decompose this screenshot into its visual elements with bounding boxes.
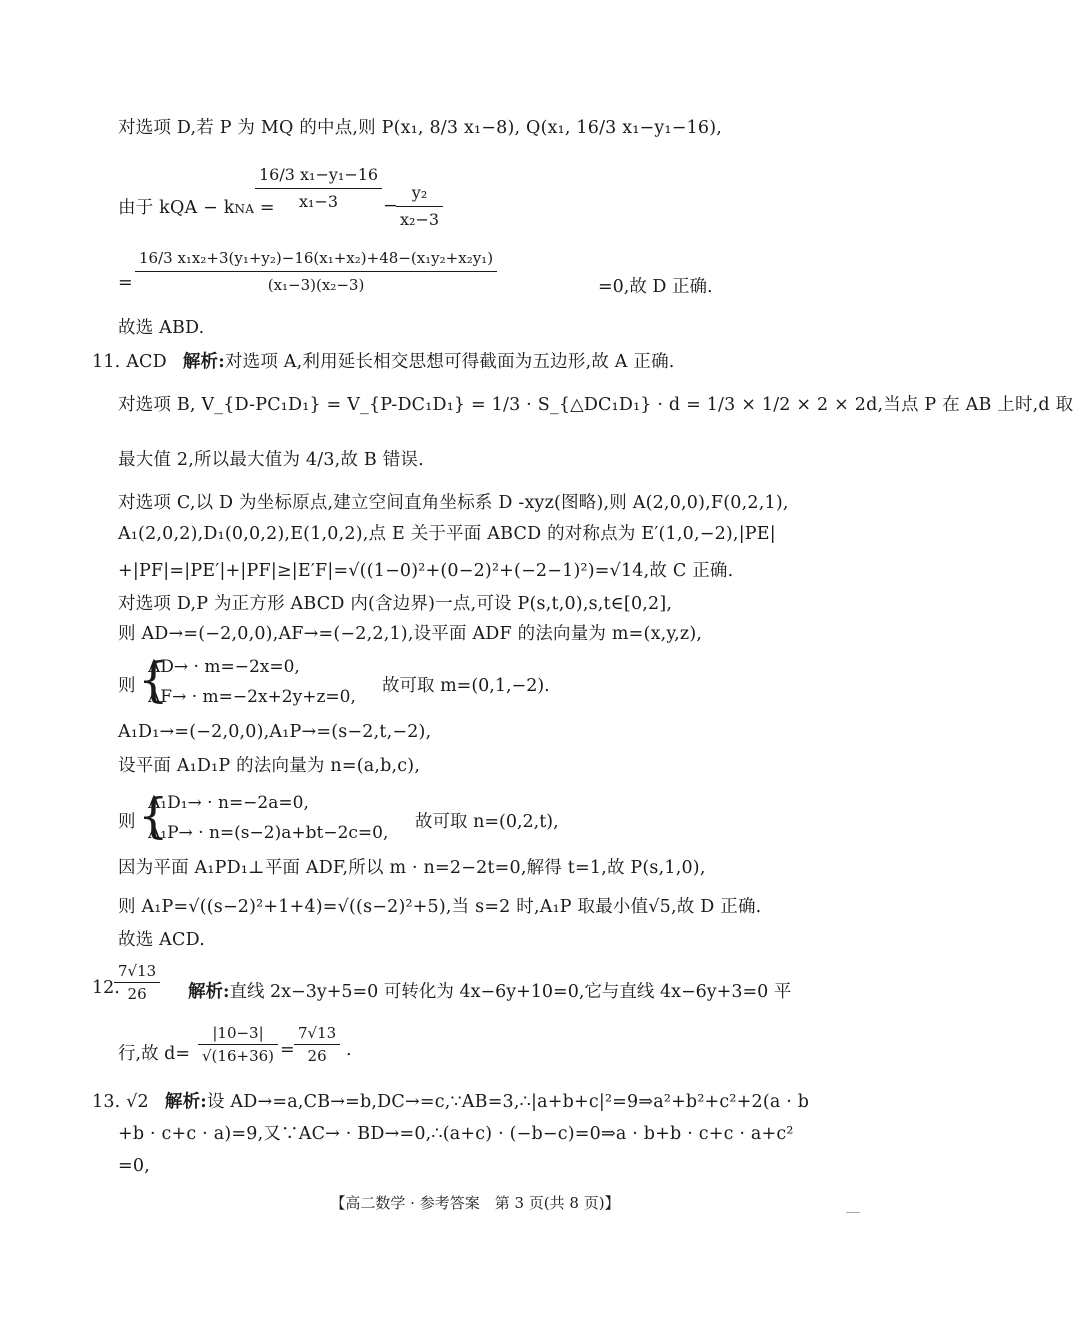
fraction-kna-den: x₂−3	[400, 210, 440, 229]
q12-distance-end: .	[346, 1040, 352, 1060]
line-option-d: 对选项 D,P 为正方形 ABCD 内(含边界)一点,可设 P(s,t,0),s,t∈[0,2],	[118, 594, 673, 614]
minus-sign: −	[383, 196, 398, 216]
footer-dash	[846, 1212, 860, 1213]
slope-eq: =	[254, 198, 275, 218]
line-option-c-3: +|PF|=|PE′|+|PF|≥|E′F|=√((1−0)²+(0−2)²+(−2−1)²)=√14,故 C 正确.	[118, 561, 734, 581]
line-slope-diff	[118, 196, 862, 221]
system2-result: 故可取 n=(0,2,t),	[415, 812, 559, 832]
q12-distance-den: √(16+36)	[202, 1047, 275, 1065]
q13-line-2: +b · c+c · a)=9,又∵AC→ · BD→=0,∴(a+c) · (−b−c)=0⇒a · b+b · c+c · a+c²	[118, 1124, 794, 1144]
line-d-midpoint: 对选项 D,若 P 为 MQ 的中点,则 P(x₁, 8/3 x₁−8), Q(x₁, 16/3 x₁−y₁−16),	[118, 118, 723, 138]
q12-number: 12.	[92, 978, 120, 998]
q11-keyword: 解析:	[182, 352, 225, 372]
page-footer: 【高二数学 · 参考答案 第 3 页(共 8 页)】	[330, 1194, 620, 1212]
q11-line	[92, 350, 862, 374]
line-option-b-max: 最大值 2,所以最大值为 4/3,故 B 错误.	[118, 450, 424, 470]
fraction-kqa-den: x₁−3	[299, 192, 339, 211]
fraction-kna-num: y₂	[396, 180, 443, 207]
q12-line	[188, 978, 791, 1003]
q11-text: 对选项 A,利用延长相交思想可得截面为五边形,故 A 正确.	[224, 352, 675, 372]
slope-prefix: 由于 k	[118, 198, 170, 218]
q12-result-den: 26	[307, 1047, 327, 1065]
system1-prefix: 则	[118, 676, 136, 696]
line3-end: =0,故 D 正确.	[598, 277, 713, 297]
q13-line	[92, 1090, 862, 1114]
line-option-d-2: 则 AD→=(−2,0,0),AF→=(−2,2,1),设平面 ADF 的法向量为 m=(x,y,z),	[118, 624, 703, 644]
fraction-combined-den: (x₁−3)(x₂−3)	[267, 276, 365, 294]
q12-keyword: 解析:	[188, 982, 230, 1002]
fraction-kqa-num: 16/3 x₁−y₁−16	[255, 162, 382, 189]
q12-distance-frac	[198, 1022, 278, 1067]
q12-distance-num: |10−3|	[198, 1022, 278, 1045]
brace-icon: {	[138, 652, 169, 708]
q12-result-num: 7√13	[294, 1022, 340, 1045]
line-option-c: 对选项 C,以 D 为坐标原点,建立空间直角坐标系 D -xyz(图略),则 A(2,0,0),F(0,2,1),	[118, 493, 789, 513]
line-vectors: A₁D₁→=(−2,0,0),A₁P→=(s−2,t,−2),	[118, 722, 432, 742]
q12-distance-prefix: 行,故 d=	[118, 1044, 190, 1064]
system2-eq1: A₁D₁→ · n=−2a=0,	[148, 793, 309, 813]
q13-text: 设 AD→=a,CB→=b,DC→=c,∵AB=3,∴|a+b+c|²=9⇒a²+b²+c²+2(a · b	[206, 1092, 810, 1112]
q12-distance-eq: =	[280, 1040, 295, 1060]
brace-icon: {	[138, 788, 169, 844]
answer-acd: 故选 ACD.	[118, 930, 205, 950]
line-option-c-2: A₁(2,0,2),D₁(0,0,2),E(1,0,2),点 E 关于平面 ABCD 的对称点为 E′(1,0,−2),|PE|	[118, 524, 776, 544]
q13-line-3: =0,	[118, 1156, 150, 1176]
q12-answer-den: 26	[127, 985, 147, 1003]
line-min-value: 则 A₁P=√((s−2)²+1+4)=√((s−2)²+5),当 s=2 时,A₁P 取最小值√5,故 D 正确.	[118, 897, 762, 917]
line-normal-n: 设平面 A₁D₁P 的法向量为 n=(a,b,c),	[118, 756, 421, 776]
fraction-kna	[396, 180, 443, 233]
q12-answer-num: 7√13	[114, 960, 160, 983]
q12-text: 直线 2x−3y+5=0 可转化为 4x−6y+10=0,它与直线 4x−6y+3=0 平	[229, 982, 792, 1002]
q12-answer	[114, 960, 160, 1005]
system2-eq2: A₁P→ · n=(s−2)a+bt−2c=0,	[148, 823, 389, 843]
fraction-combined-num: 16/3 x₁x₂+3(y₁+y₂)−16(x₁+x₂)+48−(x₁y₂+x₂y₁)	[135, 245, 497, 272]
q13-answer: 13. √2	[92, 1092, 149, 1112]
line-option-b: 对选项 B, V_{D-PC₁D₁} = V_{P-DC₁D₁} = 1/3 · S_{△DC₁D₁} · d = 1/3 × 1/2 × 2 × 2d,当点 P 在 AB 上时,d 取	[118, 395, 1073, 415]
fraction-combined	[135, 245, 497, 298]
slope-label: QA − k	[169, 198, 235, 218]
line-perpendicular: 因为平面 A₁PD₁⊥平面 ADF,所以 m · n=2−2t=0,解得 t=1,故 P(s,1,0),	[118, 858, 706, 878]
slope-na: NA	[234, 202, 255, 216]
system1	[138, 652, 356, 712]
system2	[138, 788, 389, 848]
fraction-kqa	[255, 162, 382, 215]
q13-keyword: 解析:	[164, 1092, 207, 1112]
system2-prefix: 则	[118, 812, 136, 832]
answer-abd: 故选 ABD.	[118, 318, 205, 338]
system1-eq2: AF→ · m=−2x+2y+z=0,	[148, 687, 356, 707]
system1-result: 故可取 m=(0,1,−2).	[382, 676, 550, 696]
line3-eq: =	[118, 273, 133, 293]
q12-distance-result	[294, 1022, 340, 1067]
system1-eq1: AD→ · m=−2x=0,	[148, 657, 300, 677]
q11-answer: 11. ACD	[92, 352, 167, 372]
